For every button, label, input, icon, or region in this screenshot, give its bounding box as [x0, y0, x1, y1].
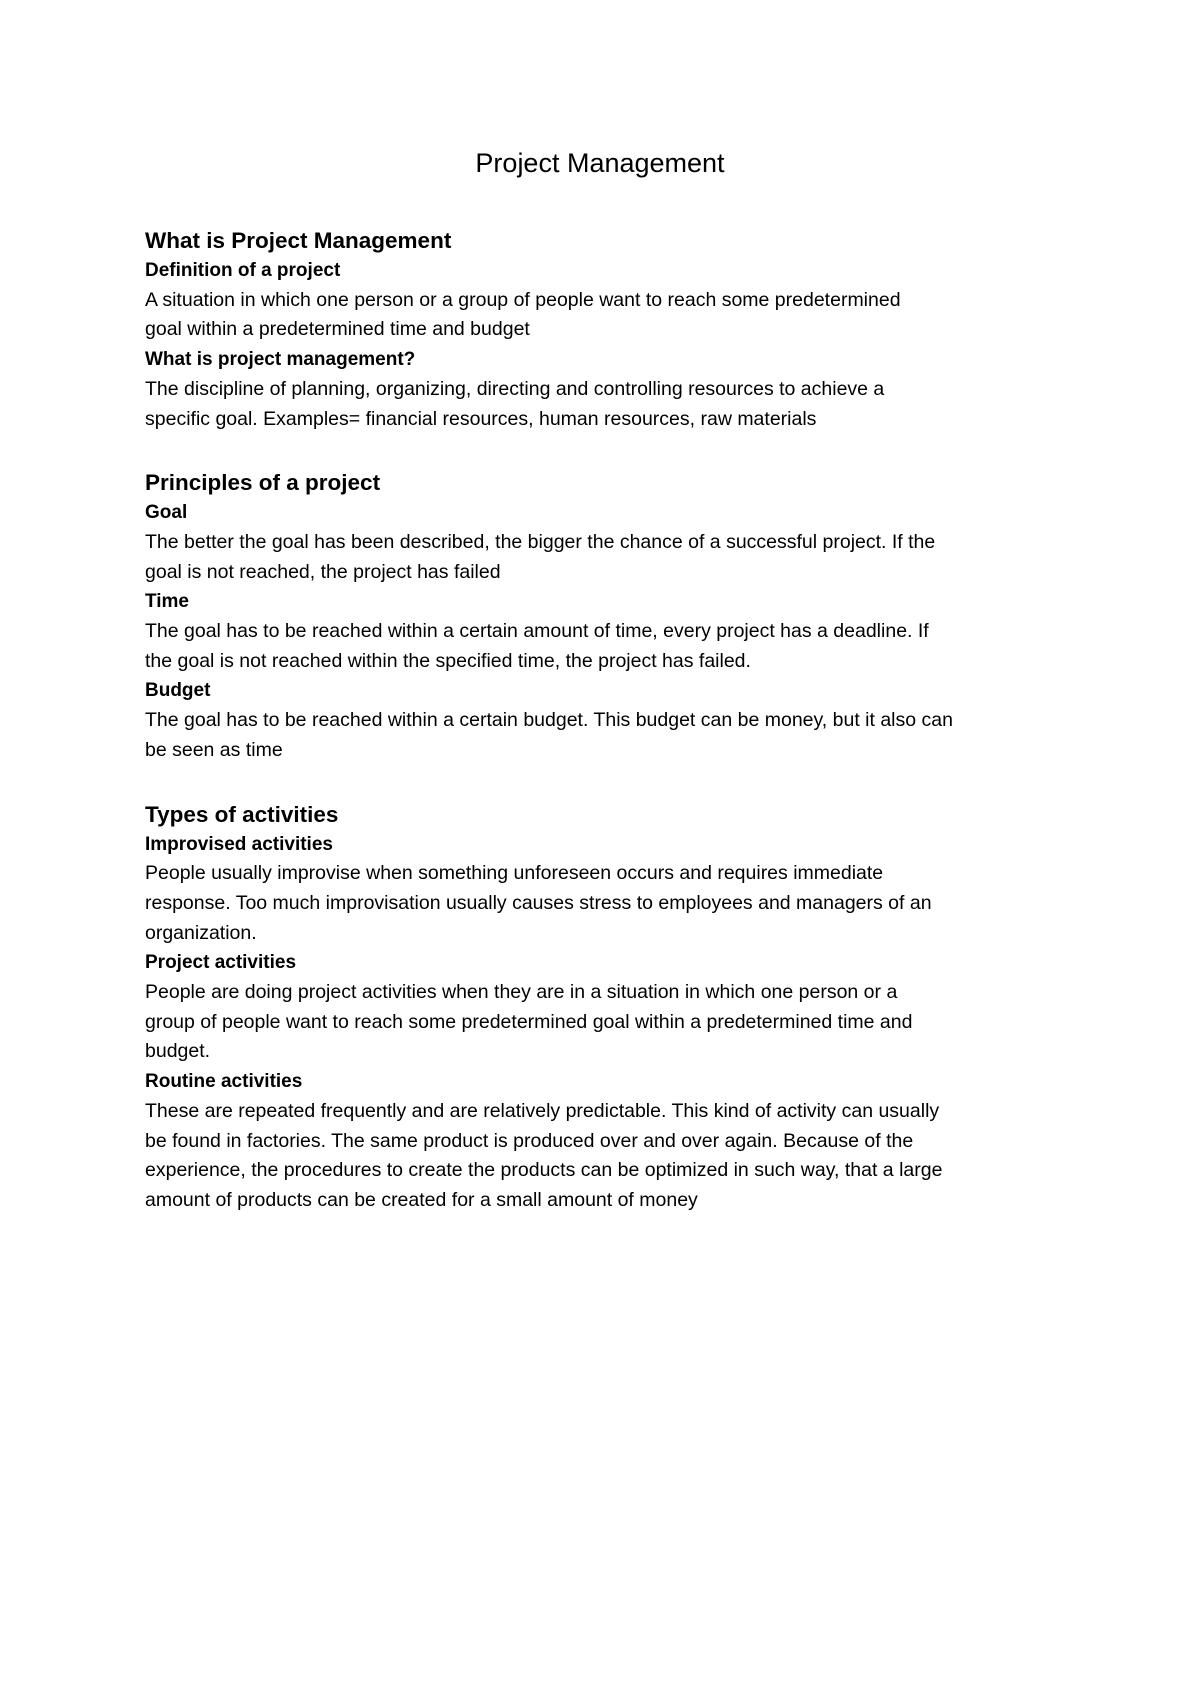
- paragraph-line: These are repeated frequently and are relatively predictable. This kind of activity can usually: [145, 1099, 940, 1122]
- paragraph-line: be found in factories. The same product is produced over and over again. Because of the: [145, 1129, 914, 1152]
- paragraph-line: People are doing project activities when they are in a situation in which one person or a: [145, 981, 898, 1004]
- section-heading: What is Project Management: [145, 228, 452, 253]
- paragraph-line: People usually improvise when something unforeseen occurs and requires immediate: [145, 862, 884, 885]
- paragraph-line: response. Too much improvisation usually causes stress to employees and managers of an: [145, 891, 932, 914]
- paragraph-line: A situation in which one person or a group of people want to reach some predetermined: [145, 288, 901, 311]
- section-heading: Principles of a project: [145, 470, 381, 496]
- paragraph-line: goal is not reached, the project has failed: [145, 560, 501, 583]
- section: [145, 467, 1065, 765]
- paragraph-line: The goal has to be reached within a certain budget. This budget can be money, but it also can: [145, 709, 953, 732]
- paragraph: [145, 617, 1065, 676]
- subsection-heading: Goal: [145, 502, 188, 524]
- paragraph-line: The discipline of planning, organizing, directing and controlling resources to achieve a: [145, 377, 885, 400]
- paragraph-line: experience, the procedures to create the products can be optimized in such way, that a large: [145, 1159, 943, 1182]
- paragraph-line: specific goal. Examples= financial resources, human resources, raw materials: [145, 407, 817, 430]
- subsection-heading: Budget: [145, 680, 211, 702]
- subsection-heading: Project activities: [145, 952, 297, 974]
- section-heading: Types of activities: [145, 801, 339, 827]
- paragraph: [145, 286, 1065, 345]
- paragraph-line: organization.: [145, 921, 257, 944]
- paragraph: [145, 706, 1065, 765]
- subsection-heading: Definition of a project: [145, 260, 341, 281]
- document-body: [145, 225, 1065, 1249]
- paragraph-line: group of people want to reach some predetermined goal within a predetermined time and: [145, 1010, 913, 1033]
- document-title: Project Management: [475, 148, 725, 178]
- subsection-heading: Routine activities: [145, 1071, 303, 1093]
- paragraph: [145, 859, 1065, 948]
- paragraph-line: goal within a predetermined time and budget: [145, 318, 530, 341]
- paragraph-line: amount of products can be created for a small amount of money: [145, 1188, 698, 1211]
- subsection-heading: What is project management?: [145, 349, 416, 371]
- paragraph: [145, 528, 1065, 587]
- paragraph-line: be seen as time: [145, 738, 283, 761]
- paragraph-line: the goal is not reached within the specified time, the project has failed.: [145, 649, 751, 672]
- paragraph: [145, 978, 1065, 1067]
- section: [145, 225, 1065, 434]
- paragraph-line: The goal has to be reached within a certain amount of time, every project has a deadline. If: [145, 620, 929, 643]
- section: [145, 799, 1065, 1216]
- paragraph: [145, 1097, 1065, 1216]
- paragraph: [145, 375, 1065, 434]
- subsection-heading: Improvised activities: [145, 833, 333, 855]
- subsection-heading: Time: [145, 591, 190, 613]
- paragraph-line: budget.: [145, 1040, 211, 1063]
- paragraph-line: The better the goal has been described, the bigger the chance of a successful project. If the: [145, 530, 936, 553]
